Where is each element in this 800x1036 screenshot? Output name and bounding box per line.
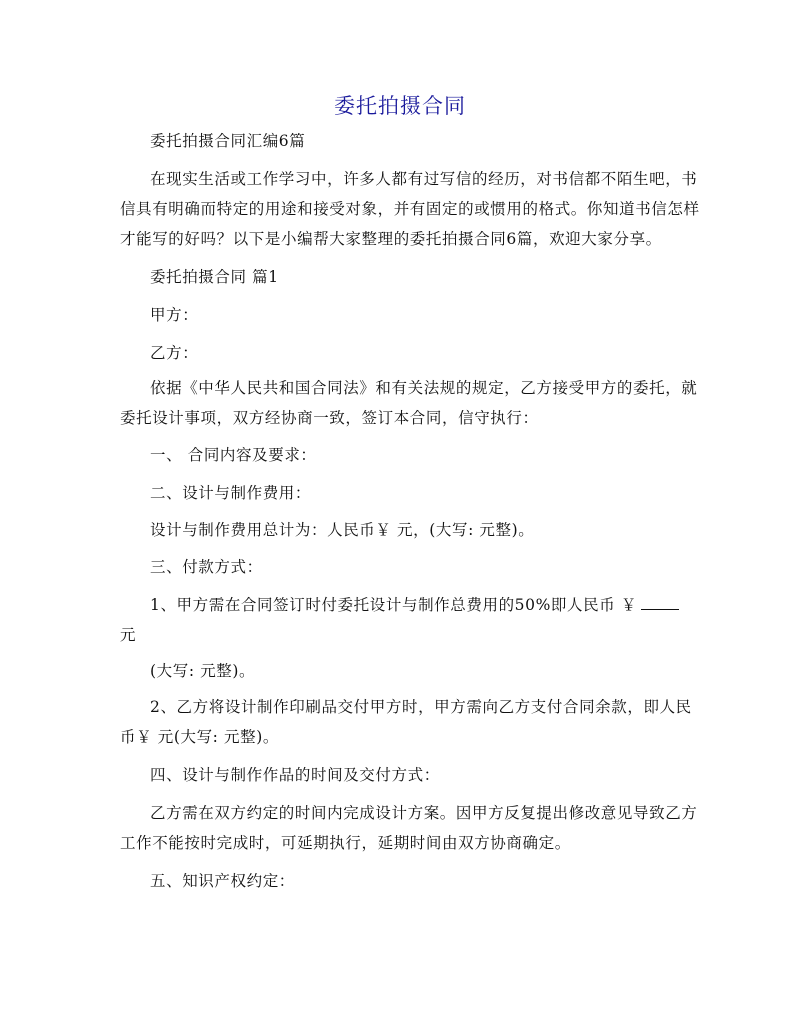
payment-1-line-2: 元: [120, 626, 137, 644]
document-title: 委托拍摄合同: [334, 94, 466, 118]
basis-line-2: 委托设计事项，双方经协商一致，签订本合同，信守执行：: [120, 409, 539, 427]
clause-3-heading: 三、付款方式：: [150, 558, 263, 576]
payment-2-line-1: 2、乙方将设计制作印刷品交付甲方时，甲方需向乙方支付合同余款，即人民: [150, 698, 692, 716]
payment-2-line-2: 币￥ 元(大写: 元整)。: [120, 728, 279, 746]
delivery-line-2: 工作不能按时完成时，可延期执行，延期时间由双方协商确定。: [120, 834, 571, 852]
clause-1-heading: 一、 合同内容及要求：: [150, 446, 317, 464]
clause-4-heading: 四、设计与制作作品的时间及交付方式：: [150, 766, 440, 784]
party-a-label: 甲方：: [150, 306, 199, 324]
fee-total-line: 设计与制作费用总计为：人民币￥ 元，(大写: 元整)。: [150, 521, 535, 539]
document-subtitle: 委托拍摄合同汇编6篇: [150, 132, 306, 150]
payment-1-line-3: (大写: 元整)。: [150, 662, 256, 680]
basis-line-1: 依据《中华人民共和国合同法》和有关法规的规定，乙方接受甲方的委托，就: [150, 379, 698, 397]
clause-2-heading: 二、设计与制作费用：: [150, 484, 312, 502]
party-b-label: 乙方：: [150, 344, 199, 362]
amount-blank-underline: [641, 595, 679, 610]
payment-1-text: 1、甲方需在合同签订时付委托设计与制作总费用的50%即人民币 ￥: [150, 596, 637, 614]
payment-1-line-1: [150, 594, 679, 616]
intro-line-1: 在现实生活或工作学习中，许多人都有过写信的经历，对书信都不陌生吧，书: [150, 170, 698, 188]
delivery-line-1: 乙方需在双方约定的时间内完成设计方案。因甲方反复提出修改意见导致乙方: [150, 804, 698, 822]
clause-5-heading: 五、知识产权约定：: [150, 872, 295, 890]
intro-line-3: 才能写的好吗？以下是小编帮大家整理的委托拍摄合同6篇，欢迎大家分享。: [120, 230, 662, 248]
section-heading: 委托拍摄合同 篇1: [150, 268, 279, 286]
intro-line-2: 信具有明确而特定的用途和接受对象，并有固定的或惯用的格式。你知道书信怎样: [120, 200, 700, 218]
